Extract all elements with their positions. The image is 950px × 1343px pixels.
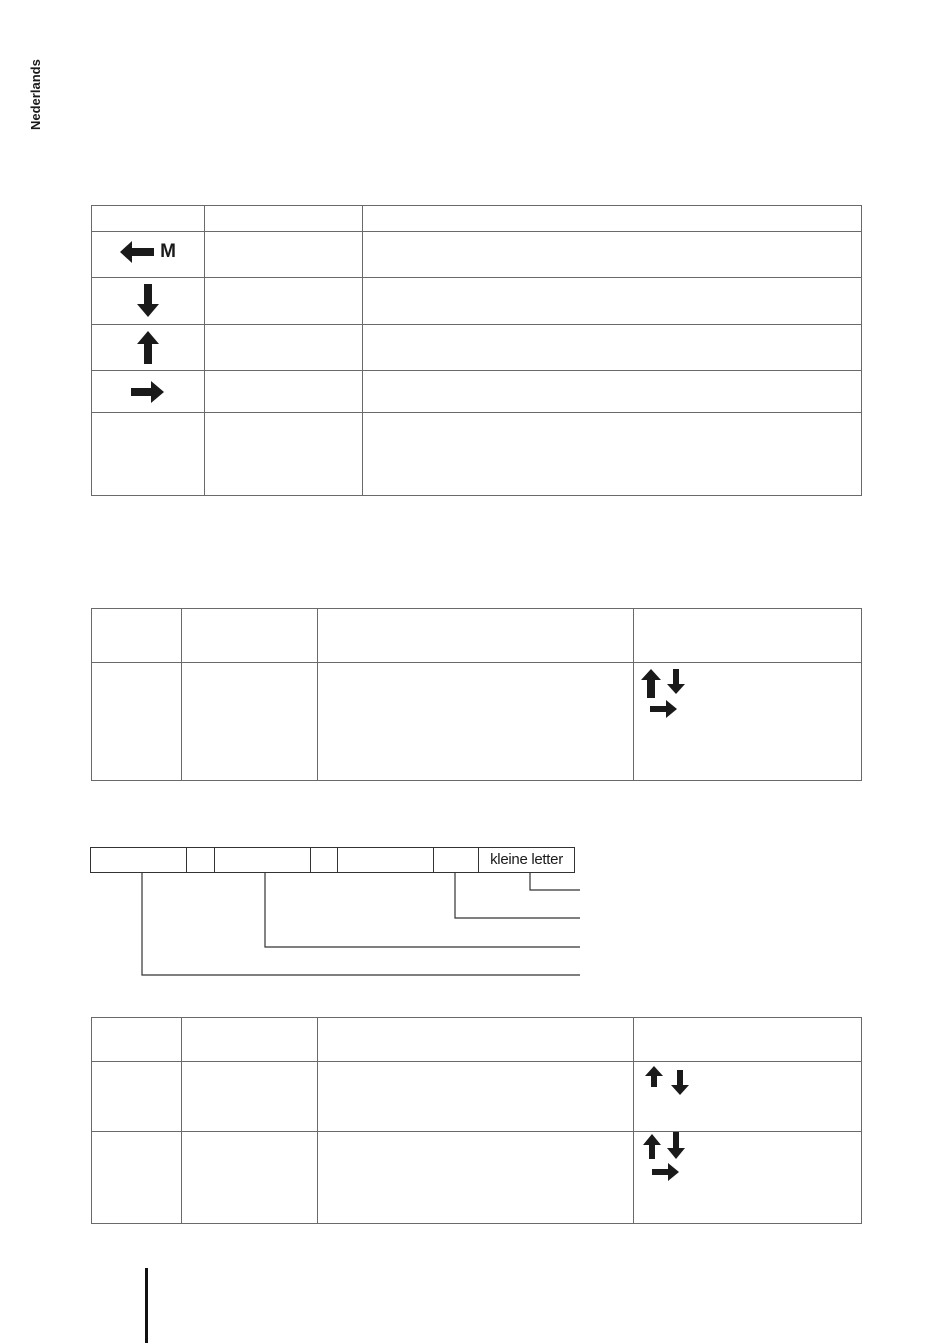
back-letter: M <box>160 241 176 262</box>
arrow-right-icon <box>131 380 165 404</box>
description-cell <box>363 413 862 496</box>
table-header-row <box>92 609 862 663</box>
key-cell <box>92 278 205 325</box>
arrow-down-icon <box>136 284 160 318</box>
table-cell <box>92 1062 182 1132</box>
header-cell-function <box>205 206 363 232</box>
arrow-right-icon <box>652 1162 680 1182</box>
header-cell <box>318 609 634 663</box>
header-cell <box>318 1018 634 1062</box>
header-cell <box>634 1018 862 1062</box>
connector-line <box>530 873 580 890</box>
key-cell <box>92 232 205 278</box>
settings-table-2 <box>91 1017 862 1224</box>
table-row <box>92 371 862 413</box>
function-cell <box>205 232 363 278</box>
arrow-right-icon <box>650 699 678 719</box>
keys-cell <box>634 663 862 781</box>
table-cell <box>318 1132 634 1224</box>
description-cell <box>363 278 862 325</box>
format-segment <box>91 848 187 872</box>
table-row <box>92 325 862 371</box>
table-row <box>92 1062 862 1132</box>
table-header-row <box>92 206 862 232</box>
settings-table-1 <box>91 608 862 781</box>
table-cell <box>92 1132 182 1224</box>
key-cell <box>92 413 205 496</box>
arrow-up-icon <box>642 1134 662 1160</box>
function-cell <box>205 413 363 496</box>
arrow-down-icon <box>666 1132 686 1160</box>
connector-line <box>455 873 580 918</box>
table-header-row <box>92 1018 862 1062</box>
function-cell <box>205 325 363 371</box>
format-segment <box>215 848 311 872</box>
function-cell <box>205 371 363 413</box>
header-cell-key <box>92 206 205 232</box>
connector-line <box>265 873 580 947</box>
format-bar <box>90 847 575 873</box>
table-cell <box>318 1062 634 1132</box>
header-cell-description <box>363 206 862 232</box>
format-segment <box>434 848 479 872</box>
table-row <box>92 278 862 325</box>
header-cell <box>634 609 862 663</box>
format-separator <box>311 848 338 872</box>
table-cell <box>182 663 318 781</box>
arrow-up-icon <box>644 1066 664 1088</box>
key-cell <box>92 371 205 413</box>
connector-line <box>142 873 580 975</box>
description-cell <box>363 325 862 371</box>
header-cell <box>92 1018 182 1062</box>
description-cell <box>363 232 862 278</box>
arrow-left-m-icon <box>120 240 176 264</box>
function-cell <box>205 278 363 325</box>
small-letter-label: kleine letter <box>490 851 563 868</box>
table-cell <box>318 663 634 781</box>
arrow-down-icon <box>666 669 686 695</box>
table-row <box>92 413 862 496</box>
margin-rule <box>145 1268 148 1343</box>
format-separator <box>187 848 215 872</box>
table-cell <box>182 1132 318 1224</box>
keys-cell <box>634 1062 862 1132</box>
table-cell <box>92 663 182 781</box>
table-row <box>92 1132 862 1224</box>
table-row <box>92 663 862 781</box>
arrow-up-icon <box>640 669 662 699</box>
format-segment <box>338 848 434 872</box>
table-cell <box>182 1062 318 1132</box>
arrow-left-icon <box>120 240 156 264</box>
header-cell <box>182 1018 318 1062</box>
header-cell <box>182 609 318 663</box>
key-function-table <box>91 205 862 496</box>
arrow-up-icon <box>136 331 160 365</box>
arrow-down-icon <box>670 1070 690 1096</box>
header-cell <box>92 609 182 663</box>
language-side-label: Nederlands <box>28 59 43 130</box>
keys-cell <box>634 1132 862 1224</box>
description-cell <box>363 371 862 413</box>
key-cell <box>92 325 205 371</box>
table-row <box>92 232 862 278</box>
